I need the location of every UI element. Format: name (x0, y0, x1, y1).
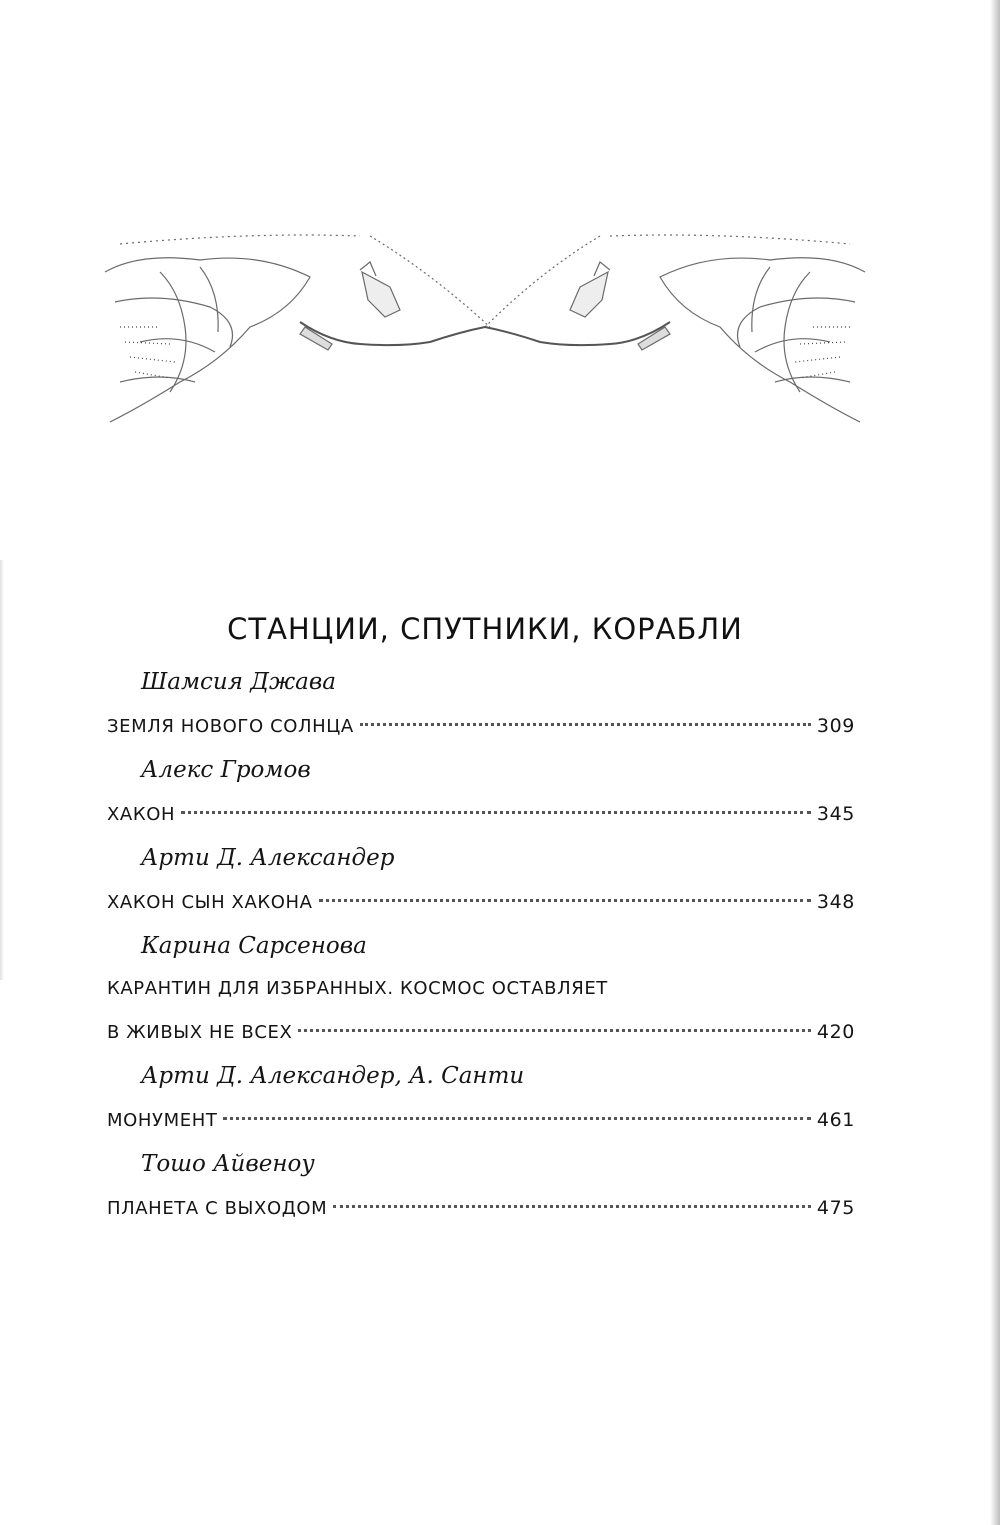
entry-page-number: 345 (816, 803, 855, 825)
decorative-ornament-icon (100, 232, 870, 442)
entry-page-number: 461 (816, 1109, 855, 1131)
toc-entry (107, 660, 855, 748)
toc-entry (107, 1142, 855, 1230)
entry-page-number: 475 (816, 1197, 855, 1219)
entry-title: ПЛАНЕТА С ВЫХОДОМ (107, 1198, 328, 1219)
entry-title: В ЖИВЫХ НЕ ВСЕХ (107, 1022, 293, 1043)
dot-leader (298, 1029, 810, 1032)
dot-leader (181, 811, 811, 814)
toc-entry (107, 1054, 855, 1142)
entry-title-line[interactable] (107, 704, 855, 748)
dot-leader (223, 1117, 810, 1120)
entry-author: Тошо Айвеноу (141, 1151, 315, 1177)
toc-entry (107, 924, 855, 1054)
section-title: СТАНЦИИ, СПУТНИКИ, КОРАБЛИ (227, 612, 743, 646)
entry-title: ЗЕМЛЯ НОВОГО СОЛНЦА (107, 716, 354, 737)
entry-title: МОНУМЕНТ (107, 1110, 218, 1131)
entry-page-number: 309 (816, 715, 855, 737)
entry-author: Арти Д. Александер, А. Санти (141, 1063, 525, 1089)
entry-author: Арти Д. Александер (141, 845, 395, 871)
page-edge-shadow (990, 0, 1000, 1525)
entry-title-line[interactable] (107, 1186, 855, 1230)
entry-title-line[interactable] (107, 792, 855, 836)
entry-author: Карина Сарсенова (141, 933, 367, 959)
toc-entry (107, 836, 855, 924)
entry-title-line[interactable] (107, 1010, 855, 1054)
entry-author: Шамсия Джава (141, 669, 336, 695)
dot-leader (333, 1205, 811, 1208)
entry-title: ХАКОН (107, 804, 176, 825)
entry-title-first-line[interactable]: КАРАНТИН ДЛЯ ИЗБРАННЫХ. КОСМОС ОСТАВЛЯЕТ (107, 978, 608, 999)
table-of-contents (107, 660, 855, 1230)
toc-entry (107, 748, 855, 836)
entry-author: Алекс Громов (141, 757, 311, 783)
dot-leader (319, 899, 811, 902)
entry-page-number: 348 (816, 891, 855, 913)
entry-title: ХАКОН СЫН ХАКОНА (107, 892, 313, 913)
entry-title-line[interactable] (107, 1098, 855, 1142)
entry-page-number: 420 (816, 1021, 855, 1043)
entry-title-line[interactable] (107, 880, 855, 924)
dot-leader (360, 723, 811, 726)
